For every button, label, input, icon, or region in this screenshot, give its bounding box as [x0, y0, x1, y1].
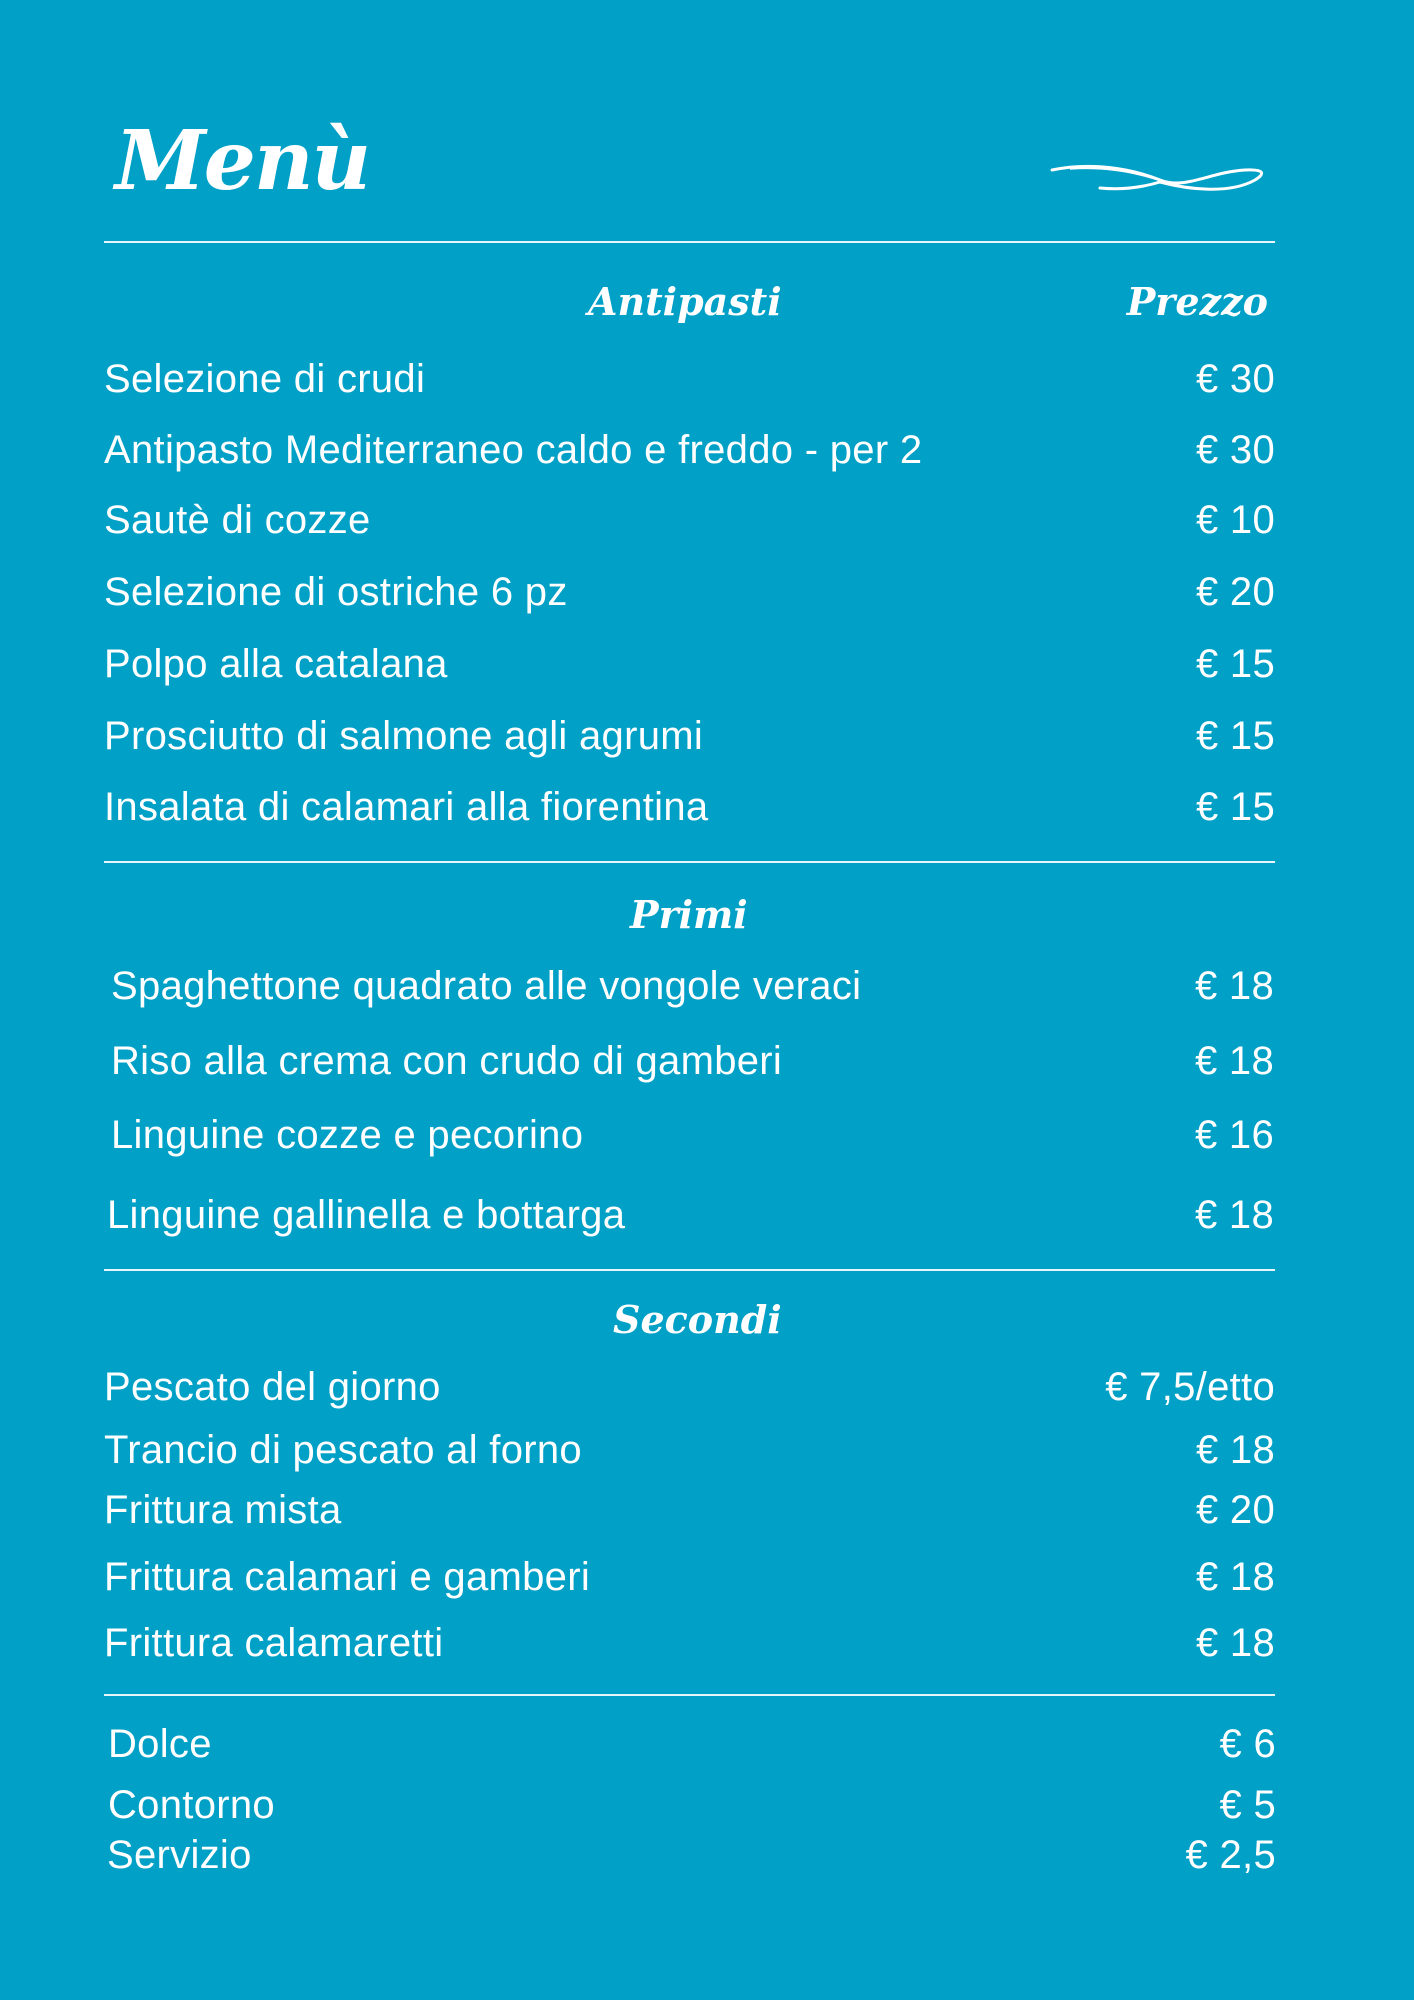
item-price: € 15	[1195, 713, 1275, 758]
item-price: € 20	[1195, 1487, 1275, 1532]
item-name: Frittura calamaretti	[104, 1620, 444, 1665]
menu-item	[104, 1618, 1275, 1668]
item-name: Linguine gallinella e bottarga	[107, 1192, 626, 1237]
menu-item	[104, 782, 1275, 832]
menu-title: Menù	[115, 113, 370, 209]
item-price: € 18	[1194, 1192, 1274, 1237]
item-price: € 10	[1195, 497, 1275, 542]
item-name: Dolce	[108, 1721, 212, 1766]
item-price: € 18	[1194, 1038, 1274, 1083]
divider	[104, 1269, 1275, 1271]
item-name: Trancio di pescato al forno	[104, 1427, 582, 1472]
item-price: € 18	[1195, 1620, 1275, 1665]
divider	[104, 1694, 1275, 1696]
item-price: € 18	[1194, 963, 1274, 1008]
item-price: € 6	[1219, 1721, 1276, 1766]
item-name: Antipasto Mediterraneo caldo e freddo - per 2	[104, 427, 923, 472]
item-price: € 18	[1195, 1427, 1275, 1472]
price-column-heading: Prezzo	[1126, 279, 1268, 324]
menu-item	[108, 1780, 1276, 1830]
item-price: € 5	[1219, 1782, 1276, 1827]
section-heading-primi: Primi	[630, 892, 748, 937]
item-price: € 7,5/etto	[1105, 1364, 1275, 1409]
menu-item	[104, 567, 1275, 617]
item-name: Spaghettone quadrato alle vongole veraci	[111, 963, 862, 1008]
item-price: € 18	[1195, 1554, 1275, 1599]
item-name: Pescato del giorno	[104, 1364, 441, 1409]
wave-flourish-icon	[1050, 160, 1270, 200]
item-name: Selezione di crudi	[104, 356, 426, 401]
item-price: € 20	[1195, 569, 1275, 614]
item-name: Servizio	[107, 1832, 252, 1877]
item-name: Selezione di ostriche 6 pz	[104, 569, 568, 614]
item-name: Frittura calamari e gamberi	[104, 1554, 591, 1599]
menu-item	[104, 1552, 1275, 1602]
section-heading-antipasti: Antipasti	[588, 279, 782, 324]
item-price: € 16	[1194, 1112, 1274, 1157]
item-name: Sautè di cozze	[104, 497, 371, 542]
menu-item	[104, 495, 1275, 545]
item-price: € 2,5	[1185, 1832, 1276, 1877]
menu-item	[108, 1719, 1276, 1769]
item-price: € 30	[1195, 427, 1275, 472]
item-name: Frittura mista	[104, 1487, 342, 1532]
menu-item	[104, 1362, 1275, 1412]
item-name: Insalata di calamari alla fiorentina	[104, 784, 709, 829]
menu-item	[111, 961, 1274, 1011]
menu-item	[104, 425, 1275, 475]
menu-item	[107, 1830, 1276, 1880]
menu-item	[104, 1425, 1275, 1475]
divider	[104, 241, 1275, 243]
menu-item	[111, 1110, 1274, 1160]
item-name: Prosciutto di salmone agli agrumi	[104, 713, 704, 758]
menu-item	[104, 639, 1275, 689]
item-name: Linguine cozze e pecorino	[111, 1112, 584, 1157]
item-name: Riso alla crema con crudo di gamberi	[111, 1038, 783, 1083]
item-price: € 30	[1195, 356, 1275, 401]
menu-item	[111, 1036, 1274, 1086]
menu-item	[107, 1190, 1274, 1240]
menu-item	[104, 711, 1275, 761]
menu-item	[104, 1485, 1275, 1535]
item-name: Polpo alla catalana	[104, 641, 448, 686]
divider	[104, 861, 1275, 863]
item-name: Contorno	[108, 1782, 275, 1827]
section-heading-secondi: Secondi	[613, 1297, 782, 1342]
item-price: € 15	[1195, 641, 1275, 686]
item-price: € 15	[1195, 784, 1275, 829]
menu-item	[104, 354, 1275, 404]
